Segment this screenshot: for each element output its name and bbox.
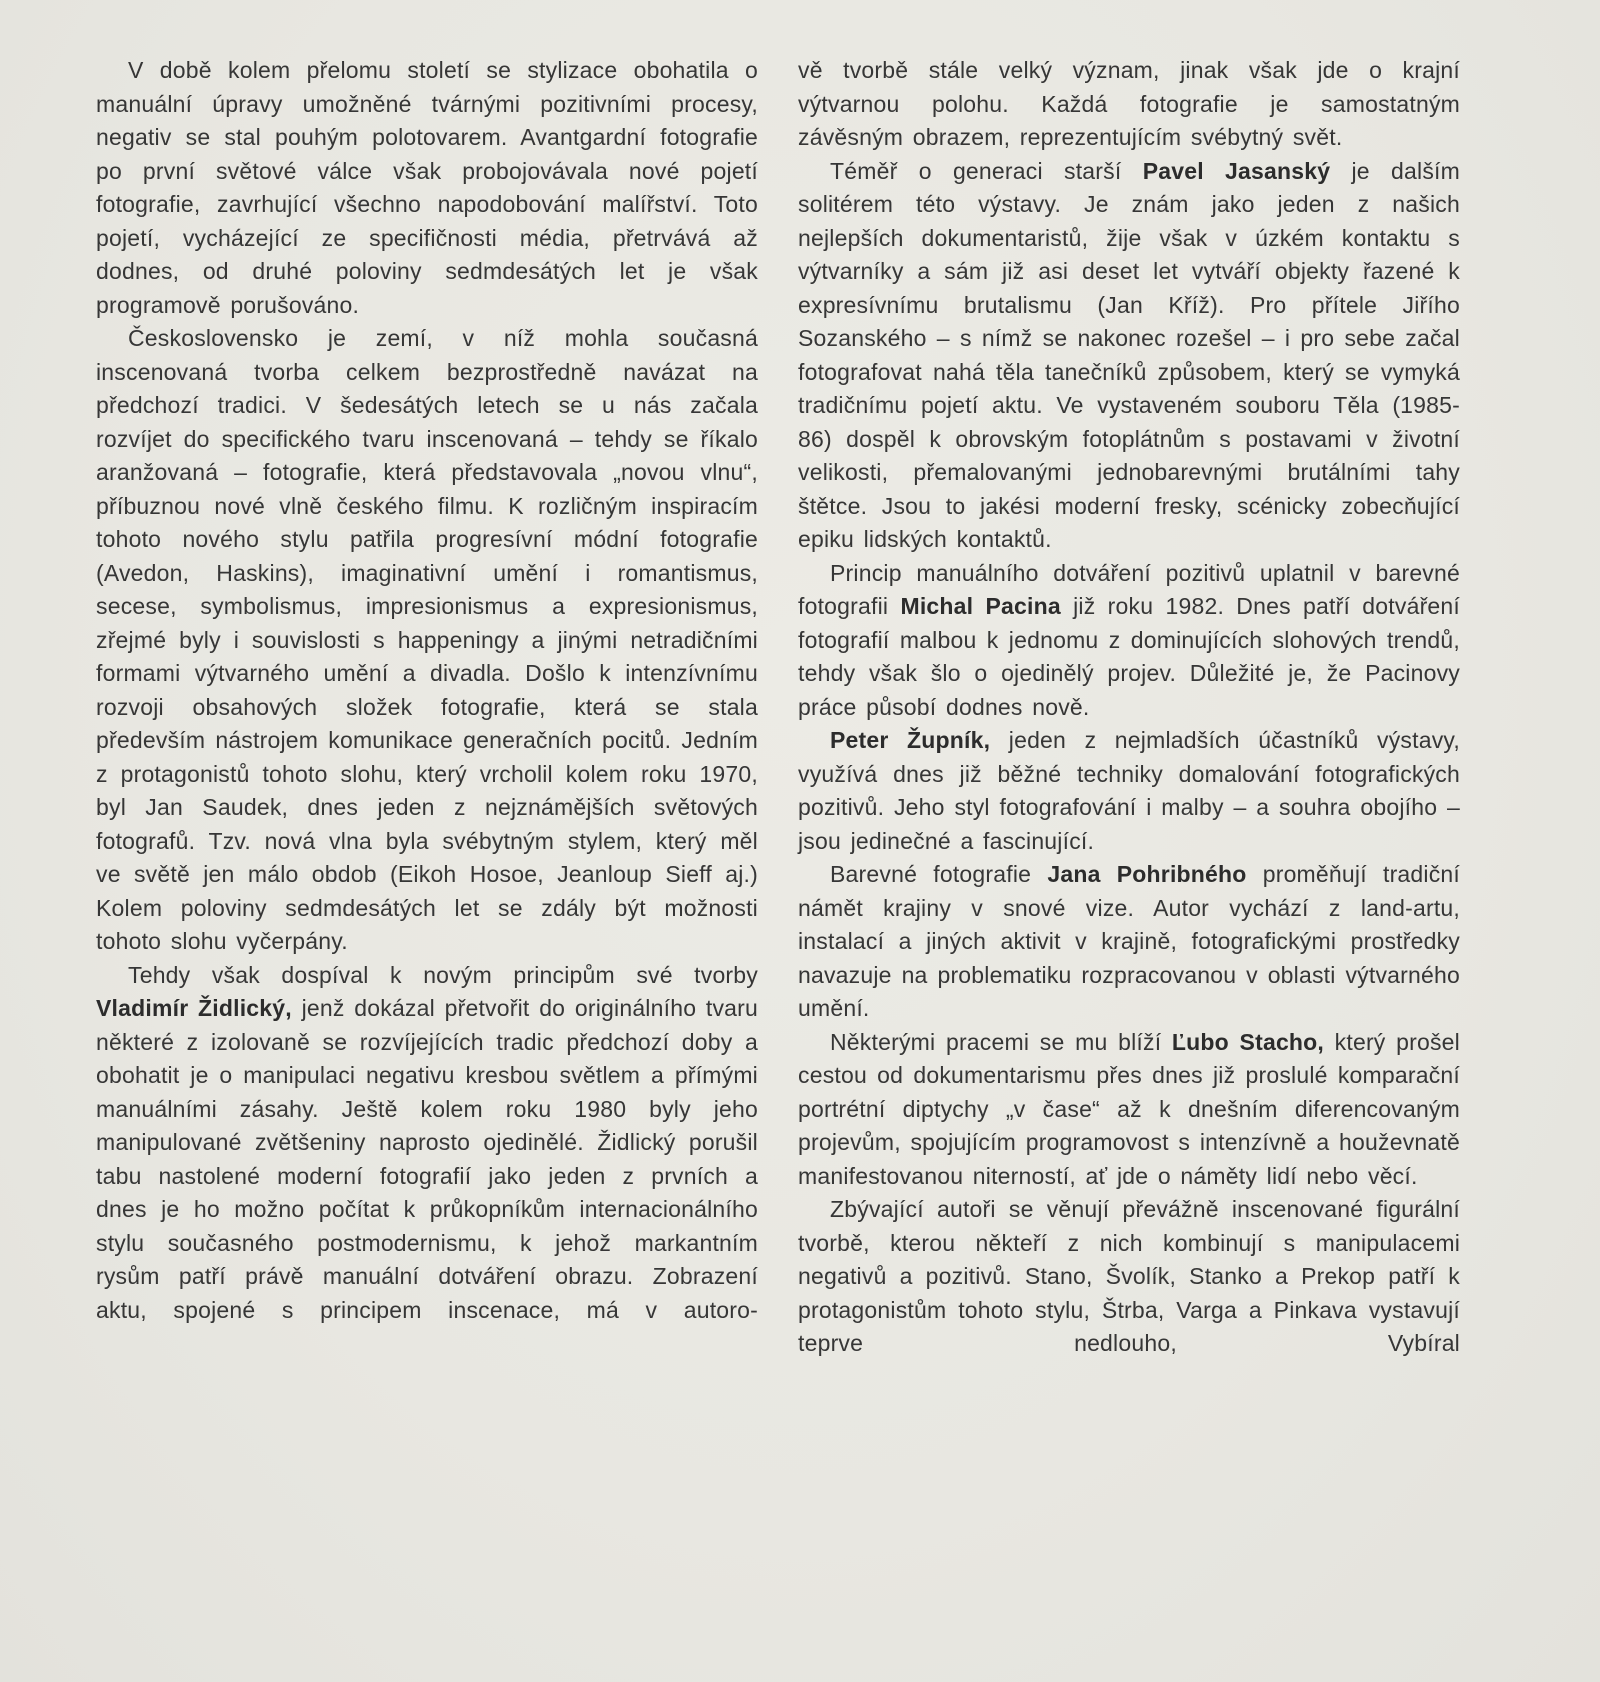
paragraph (798, 1193, 1460, 1361)
text-run: jenž dokázal přetvořit do originálního tvaru některé z izolovaně se rozvíjejících tradic předchozí doby a obohatit je o manipulaci negativu kresbou světlem a přímými manuálními zásahy. Ještě kolem roku 1980 byly jeho manipulované zvětšeniny naprosto ojedinělé. Židlický porušil tabu nastolené moderní fotografií jako jeden z prvních a dnes je ho možno počítat k průkopníkům internacionálního stylu současného postmodernismu, k jehož markantním rysům patří právě manuální dotváření obrazu. Zobrazení aktu, spojené s principem inscenace, má v autoro- (96, 995, 759, 1323)
paragraph (798, 1026, 1460, 1194)
text-run: Některými pracemi se mu blíží (830, 1028, 1172, 1055)
emphasized-name: Ľubo Stacho, (1171, 1028, 1325, 1055)
paragraph (798, 155, 1460, 557)
paragraph (798, 54, 1460, 155)
right-column (798, 54, 1460, 1361)
emphasized-name: Vladimír Židlický, (96, 995, 292, 1021)
text-run: Československo je zemí, v níž mohla současná inscenovaná tvorba celkem bezprostředně navázat na předchozí tradici. V šedesátých letech se u nás začala rozvíjet do specifického tvaru inscenovaná – tehdy se říkalo aranžovaná – fotografie, která představovala „novou vlnu“, příbuznou nové vlně českého filmu. K rozličným inspiracím tohoto nového stylu patřila progresívní módní fotografie (Avedon, Haskins), imaginativní umění i romantismus, secese, symbolismus, impresionismus a expresionismus, zřejmé byly i souvislosti s happeningy a jinými netradičními formami výtvarného umění a divadla. Došlo k intenzívnímu rozvoji obsahových složek fotografie, která se stala především nástrojem komunikace generačních pocitů. Jedním z protagonistů tohoto slohu, který vrcholil kolem roku 1970, byl Jan Saudek, dnes jeden z nejznámějších světových fotografů. Tzv. nová vlna byla svébytným stylem, který měl ve světě jen málo obdob (Eikoh Hosoe, Jeanloup Sieff aj.) Kolem poloviny sedmdesátých let se zdály být možnosti tohoto slohu vyčerpány. (96, 325, 758, 954)
paragraph (96, 959, 758, 1328)
emphasized-name: Peter Župník, (830, 727, 991, 753)
left-column (96, 54, 758, 1361)
text-run: Barevné fotografie (830, 861, 1048, 887)
paragraph (798, 557, 1460, 725)
emphasized-name: Pavel Jasanský (1142, 157, 1331, 184)
text-run: Tehdy však dospíval k novým principům své tvorby (128, 961, 758, 988)
text-run: Princip manuálního dotváření pozitivů uplatnil v barevné fotografii (798, 559, 1460, 619)
paragraph (798, 724, 1460, 858)
text-run: vě tvorbě stále velký význam, jinak však jde o krajní výtvarnou polohu. Každá fotografie je samostatným závěsným obrazem, reprezentujícím svébytný svět. (798, 57, 1460, 150)
text-run: V době kolem přelomu století se stylizace obohatila o manuální úpravy umožněné tvárnými pozitivními procesy, negativ se stal pouhým polotovarem. Avantgardní fotografie po první světové válce však probojovávala nové pojetí fotografie, zavrhující všechno napodobování malířství. Toto pojetí, vycházející ze specifičnosti média, přetrvává až dodnes, od druhé poloviny sedmdesátých let je však programově porušováno. (96, 57, 758, 318)
paragraph (96, 54, 758, 322)
emphasized-name: Michal Pacina (900, 593, 1061, 619)
text-run: Zbývající autoři se věnují převážně inscenované figurální tvorbě, kterou někteří z nich kombinují s manipulacemi negativů a pozitivů. Stano, Švolík, Stanko a Prekop patří k protagonistům tohoto stylu, Štrba, Varga a Pinkava vystavují teprve nedlouho, Vybíral (798, 1196, 1460, 1356)
paragraph (96, 322, 758, 959)
text-run: který prošel cestou od dokumentarismu přes dnes již proslulé komparační portrétní diptychy „v čase“ až k dnešním diferencovaným projevům, spojujícím programovost s intenzívně a houževnatě manifestovanou niterností, ať jde o náměty lidí nebo věcí. (798, 1028, 1460, 1189)
text-columns (96, 54, 1460, 1361)
text-run: je dalším solitérem této výstavy. Je znám jako jeden z našich nejlepších dokumentaristů, žije však v úzkém kontaktu s výtvarníky a sám již asi deset let vytváří objekty řazené k expresívnímu brutalismu (Jan Kříž). Pro přítele Jiřího Sozanského – s nímž se nakonec rozešel – i pro sebe začal fotografovat nahá těla tanečníků způsobem, který se vymyká tradičnímu pojetí aktu. Ve vystaveném souboru Těla (1985-86) dospěl k obrovským fotoplátnům s postavami v životní velikosti, přemalovanými jednobarevnými brutálními tahy štětce. Jsou to jakési moderní fresky, scénicky zobecňující epiku lidských kontaktů. (798, 157, 1460, 552)
text-run: jeden z nejmladších účastníků výstavy, využívá dnes již běžné techniky domalování fotografických pozitivů. Jeho styl fotografování i malby – a souhra obojího – jsou jedinečné a fascinující. (798, 727, 1460, 854)
text-run: Téměř o generaci starší (830, 157, 1143, 184)
text-run: již roku 1982. Dnes patří dotváření fotografií malbou k jednomu z dominujících slohových trendů, tehdy však šlo o ojedinělý projev. Důležité je, že Pacinovy práce působí dodnes nově. (798, 593, 1461, 720)
emphasized-name: Jana Pohribného (1047, 861, 1247, 887)
text-run: proměňují tradiční námět krajiny v snové vize. Autor vychází z land-artu, instalací a jiných aktivit v krajině, fotografickými prostředky navazuje na problematiku rozpracovanou v oblasti výtvarného umění. (798, 861, 1460, 1021)
paragraph (798, 858, 1460, 1026)
